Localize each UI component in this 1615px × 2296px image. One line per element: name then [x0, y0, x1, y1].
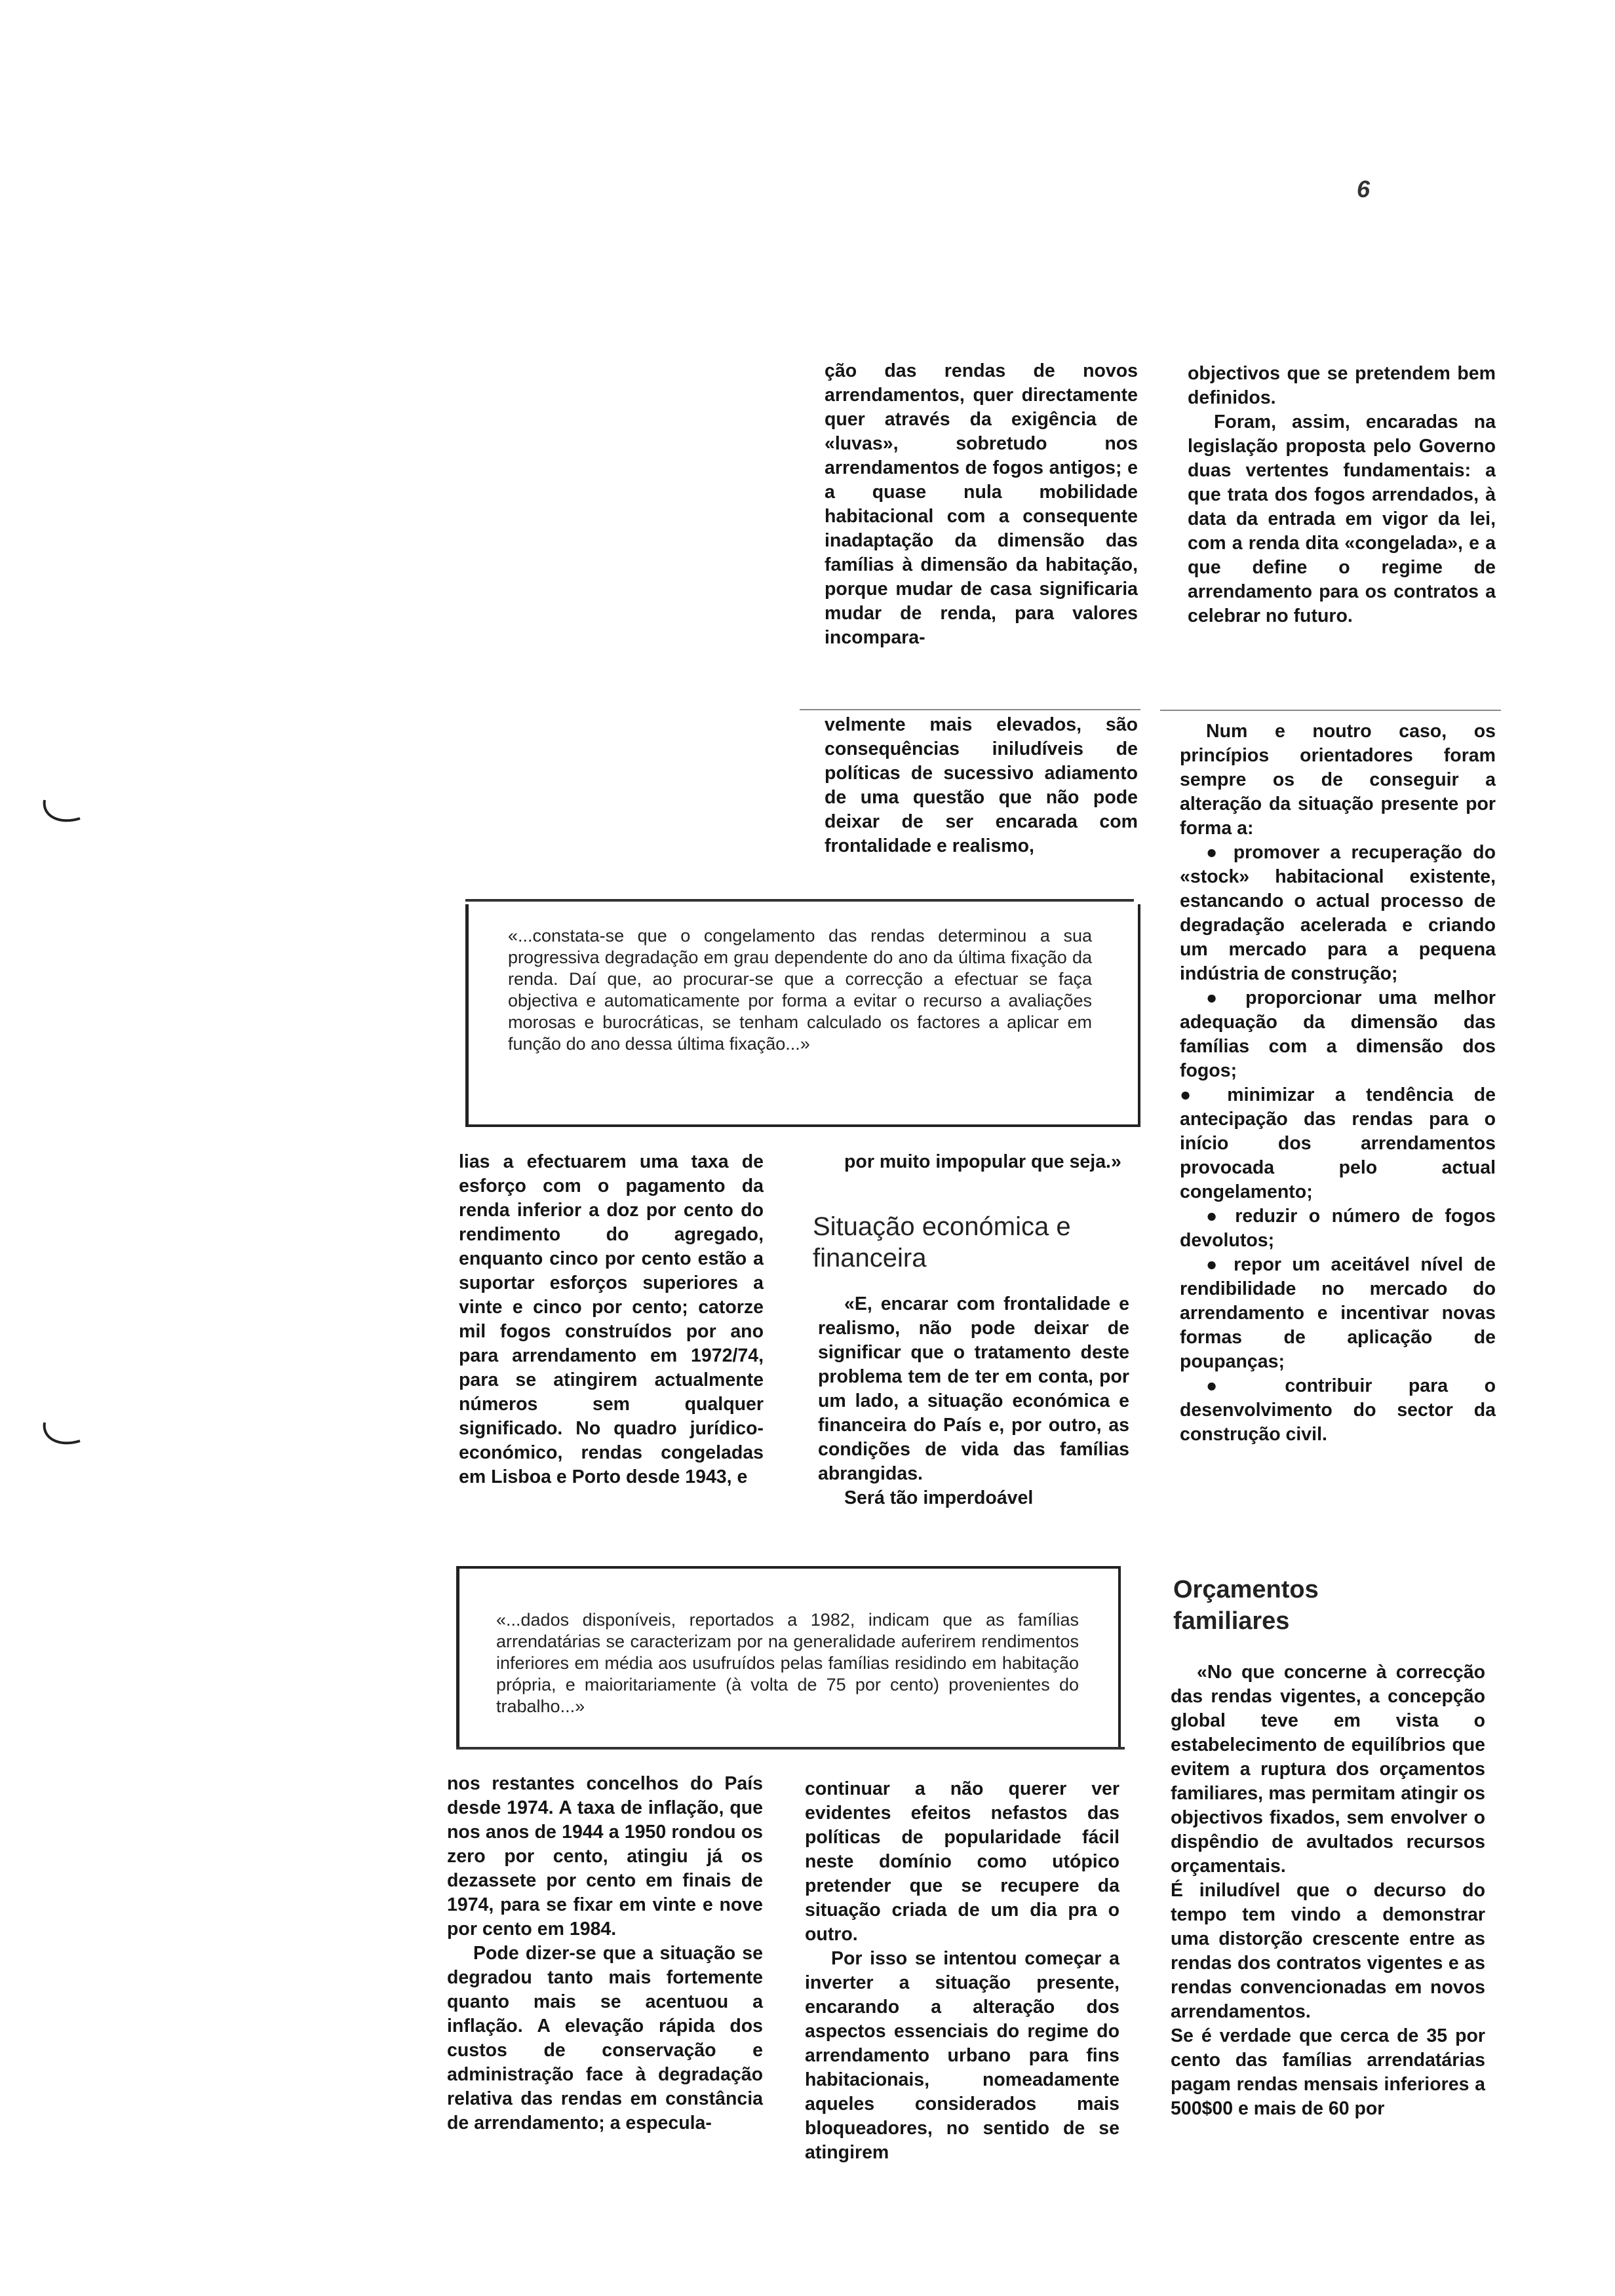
paragraph: por muito impopular que seja.» — [844, 1151, 1121, 1172]
bullet-item: ● reduzir o número de fogos devolutos; — [1180, 1204, 1496, 1253]
column-top-middle — [825, 359, 1138, 650]
paragraph: nos restantes concelhos do País desde 1974. A taxa de inflação, que nos anos de 1944 a 1950 rondou os zero por cento, atingiu já os dezassete por cento em finais de 1974, para se fixar em vinte e nove por cento em 1984. — [447, 1773, 763, 1940]
quote-top-rule — [465, 899, 1134, 902]
column-bottom-right — [1171, 1660, 1485, 2121]
column-middle-middle-2 — [818, 1292, 1129, 1510]
paragraph: É iniludível que o decurso do tempo tem vindo a demonstrar uma distorção crescente entre as rendas dos contratos vigentes e as rendas convencionadas em novos arrendamentos. — [1171, 1880, 1485, 2022]
paragraph: Será tão imperdoável — [844, 1487, 1034, 1508]
paragraph: Num e noutro caso, os princípios orientadores foram sempre os de conseguir a alteração da situação presente por forma a: — [1180, 721, 1496, 839]
pull-quote-2 — [456, 1566, 1121, 1748]
column-middle-left — [459, 1150, 764, 1489]
paragraph: objectivos que se pretendem bem definidos. — [1188, 363, 1496, 408]
paragraph: Por isso se intentou começar a inverter a situação presente, encarando a alteração dos aspectos essenciais do regime do arrendamento urbano para fins habitacionais, nomeadamente aqueles considerados mais bloqueadores, no sentido de se atingirem — [805, 1948, 1119, 2163]
paragraph: Foram, assim, encaradas na legislação proposta pelo Governo duas vertentes fundamentais: a que trata dos fogos arrendados, à data da entrada em vigor da lei, com a renda dita «congelada», e a que define o regime de arrendamento para os contratos a celebrar no futuro. — [1188, 411, 1496, 626]
column-separator — [1160, 710, 1501, 711]
column-bottom-middle — [805, 1777, 1119, 2165]
column-right-principles — [1180, 719, 1496, 1447]
bullet-item: ● proporcionar uma melhor adequação da dimensão das famílias com a dimensão dos fogos; — [1180, 986, 1496, 1083]
paragraph: Pode dizer-se que a situação se degradou tanto mais fortemente quanto mais se acentuou a inflação. A elevação rápida dos custos de conservação e administração face à degradação relativa das rendas em constância de arrendamento; a especula- — [447, 1943, 763, 2133]
column-top-right — [1188, 362, 1496, 628]
bullet-item: ● repor um aceitável nível de rendibilidade no mercado do arrendamento e incentivar novas formas de aplicação de poupanças; — [1180, 1253, 1496, 1374]
punch-hole-mark-lower — [39, 1419, 85, 1451]
paragraph: «No que concerne à correcção das rendas vigentes, a concepção global teve em vista o estabelecimento de equilíbrios que evitem a ruptura dos orçamentos familiares, mas permitam atingir os objectivos fixados, sem envolver o dispêndio de avultados recursos orçamentais. — [1171, 1662, 1485, 1877]
pull-quote-2-text: «...dados disponíveis, reportados a 1982, indicam que as famílias arrendatárias se caracterizam por na generalidade auferirem rendimentos inferiores em média aos usufruídos pelas famílias residindo em habitação própria, e maioritariamente (à volta de 75 por cento) provenientes do trabalho...» — [496, 1610, 1079, 1716]
column-separator — [800, 709, 1140, 710]
bullet-item: ● minimizar a tendência de antecipação das rendas para o início dos arrendamentos provocada pelo actual congelamento; — [1180, 1083, 1496, 1204]
paragraph: ção das rendas de novos arrendamentos, quer directamente quer através da exigência de «luvas», sobretudo nos arrendamentos de fogos antigos; e a quase nula mobilidade habitacional com a consequente inadaptação da dimensão das famílias à dimensão da habitação, porque mudar de casa significaria mudar de renda, para valores incompara- — [825, 360, 1138, 648]
section-heading-situacao: Situação económica e financeira — [813, 1212, 1071, 1272]
punch-hole-mark-upper — [39, 796, 85, 829]
pull-quote-1-text: «...constata-se que o congelamento das rendas determinou a sua progressiva degradação em grau dependente do ano da última fixação da renda. Daí que, ao procurar-se que a correcção a efectuar se faça objectiva e automaticamente por forma a evitar o recurso a avaliações morosas e burocráticas, se tenham calculado os factores a aplicar em função do ano dessa última fixação...» — [508, 926, 1092, 1054]
section-heading-orcamentos: Orçamentos familiares — [1173, 1576, 1319, 1635]
column-middle-middle — [818, 1150, 1129, 1174]
paragraph: velmente mais elevados, são consequências iniludíveis de políticas de sucessivo adiamento de uma questão que não pode deixar de ser encarada com frontalidade e realismo, — [825, 714, 1138, 856]
paragraph: Se é verdade que cerca de 35 por cento das famílias arrendatárias pagam rendas mensais inferiores a 500$00 e mais de 60 por — [1171, 2025, 1485, 2119]
paragraph: «E, encarar com frontalidade e realismo, não pode deixar de significar que o tratamento deste problema tem de ter em conta, por um lado, a situação económica e financeira do País e, por outro, as condições de vida das famílias abrangidas. — [818, 1293, 1129, 1484]
column-top-middle-continued — [825, 713, 1138, 858]
page-mark: 6 — [1357, 176, 1371, 202]
paragraph: continuar a não querer ver evidentes efeitos nefastos das políticas de popularidade fácil neste domínio como utópico pretender que se recupere da situação criada de um dia pra o outro. — [805, 1778, 1119, 1945]
paragraph: lias a efectuarem uma taxa de esforço com o pagamento da renda inferior a doz por cento do rendimento do agregado, enquanto cinco por cento estão a suportar esforços superiores a vinte e cinco por cento; catorze mil fogos construídos por ano para arrendamento em 1972/74, para se atingirem actualmente números sem qualquer significado. No quadro jurídico-económico, rendas congeladas em Lisboa e Porto desde 1943, e — [459, 1151, 764, 1487]
column-bottom-left — [447, 1772, 763, 2135]
bullet-item: ● promover a recuperação do «stock» habitacional existente, estancando o actual processo de degradação acelerada e criando um mercado para a pequena indústria de construção; — [1180, 841, 1496, 986]
pull-quote-1 — [465, 904, 1140, 1127]
quote-bottom-rule — [456, 1747, 1125, 1750]
bullet-item: ● contribuir para o desenvolvimento do sector da construção civil. — [1180, 1374, 1496, 1447]
